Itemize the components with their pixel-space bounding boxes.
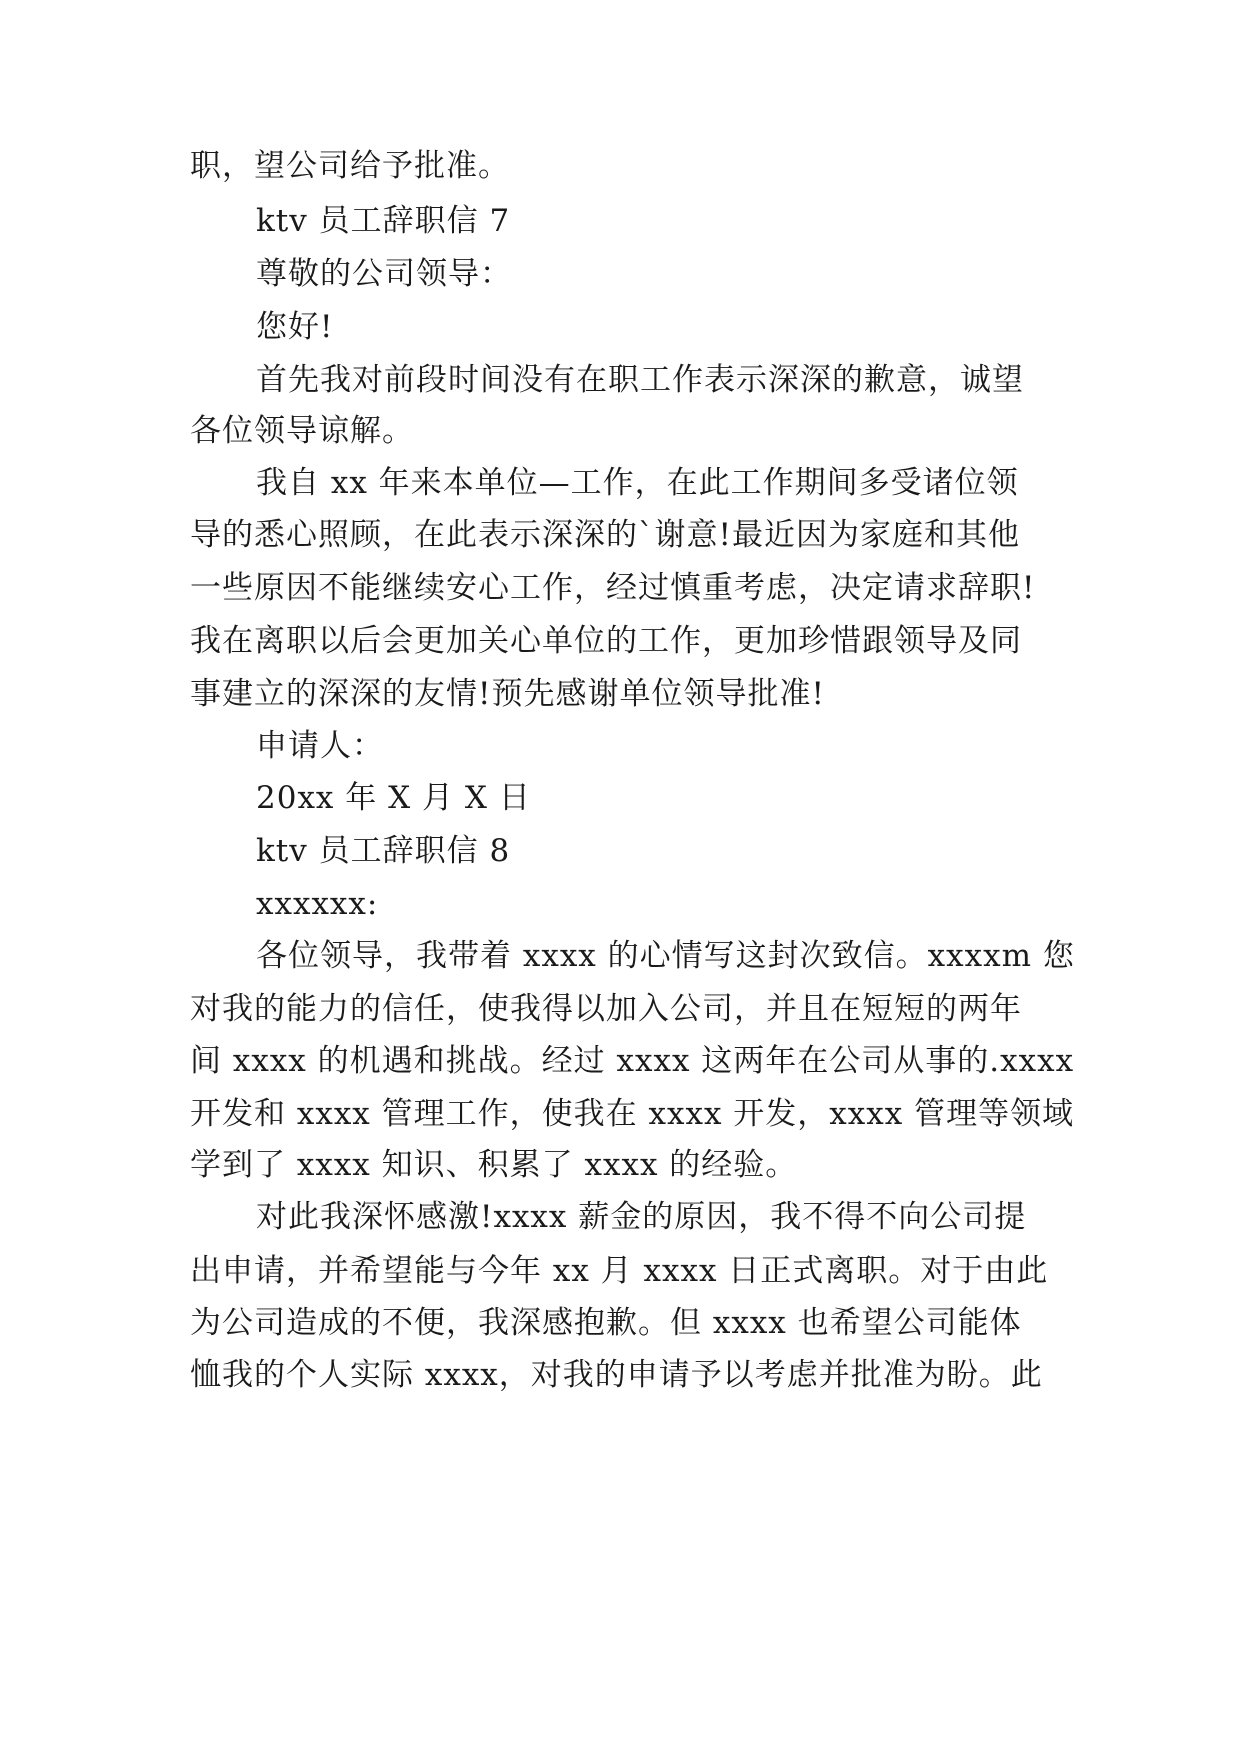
paragraph-line: 开发和 xxxx 管理工作，使我在 xxxx 开发，xxxx 管理等领域 — [190, 1096, 1075, 1132]
paragraph-line: 职，望公司给予批准。 — [190, 148, 510, 184]
paragraph-line: 出申请，并希望能与今年 xx 月 xxxx 日正式离职。对于由此 — [190, 1253, 1049, 1289]
paragraph-line: 一些原因不能继续安心工作，经过慎重考虑，决定请求辞职! — [190, 570, 1036, 606]
paragraph-line: 对此我深怀感激!xxxx 薪金的原因，我不得不向公司提 — [256, 1199, 1027, 1235]
paragraph-line: 我在离职以后会更加关心单位的工作，更加珍惜跟领导及同 — [190, 623, 1022, 659]
paragraph-line: 我自 xx 年来本单位—工作，在此工作期间多受诸位领 — [256, 465, 1019, 501]
letter-heading: ktv 员工辞职信 8 — [256, 833, 511, 869]
paragraph-line: 首先我对前段时间没有在职工作表示深深的歉意，诚望 — [256, 362, 1024, 398]
paragraph-line: 导的悉心照顾，在此表示深深的`谢意!最近因为家庭和其他 — [190, 517, 1020, 553]
paragraph-line: 事建立的深深的友情!预先感谢单位领导批准! — [190, 676, 825, 712]
salutation: xxxxxx: — [256, 886, 379, 922]
paragraph-line: 恤我的个人实际 xxxx，对我的申请予以考虑并批准为盼。此 — [190, 1357, 1043, 1393]
letter-heading: ktv 员工辞职信 7 — [256, 203, 511, 239]
paragraph-line: 各位领导谅解。 — [190, 413, 414, 449]
paragraph-line: 学到了 xxxx 知识、积累了 xxxx 的经验。 — [190, 1147, 798, 1183]
greeting: 您好! — [256, 309, 334, 345]
paragraph-line: 为公司造成的不便，我深感抱歉。但 xxxx 也希望公司能体 — [190, 1305, 1022, 1341]
paragraph-line: 间 xxxx 的机遇和挑战。经过 xxxx 这两年在公司从事的.xxxx — [190, 1043, 1075, 1079]
paragraph-line: 各位领导，我带着 xxxx 的心情写这封次致信。xxxxm 您 — [256, 938, 1075, 974]
date-line: 20xx 年 X 月 X 日 — [256, 780, 531, 816]
applicant-label: 申请人： — [256, 728, 384, 764]
salutation: 尊敬的公司领导： — [256, 256, 512, 292]
paragraph-line: 对我的能力的信任，使我得以加入公司，并且在短短的两年 — [190, 991, 1022, 1027]
